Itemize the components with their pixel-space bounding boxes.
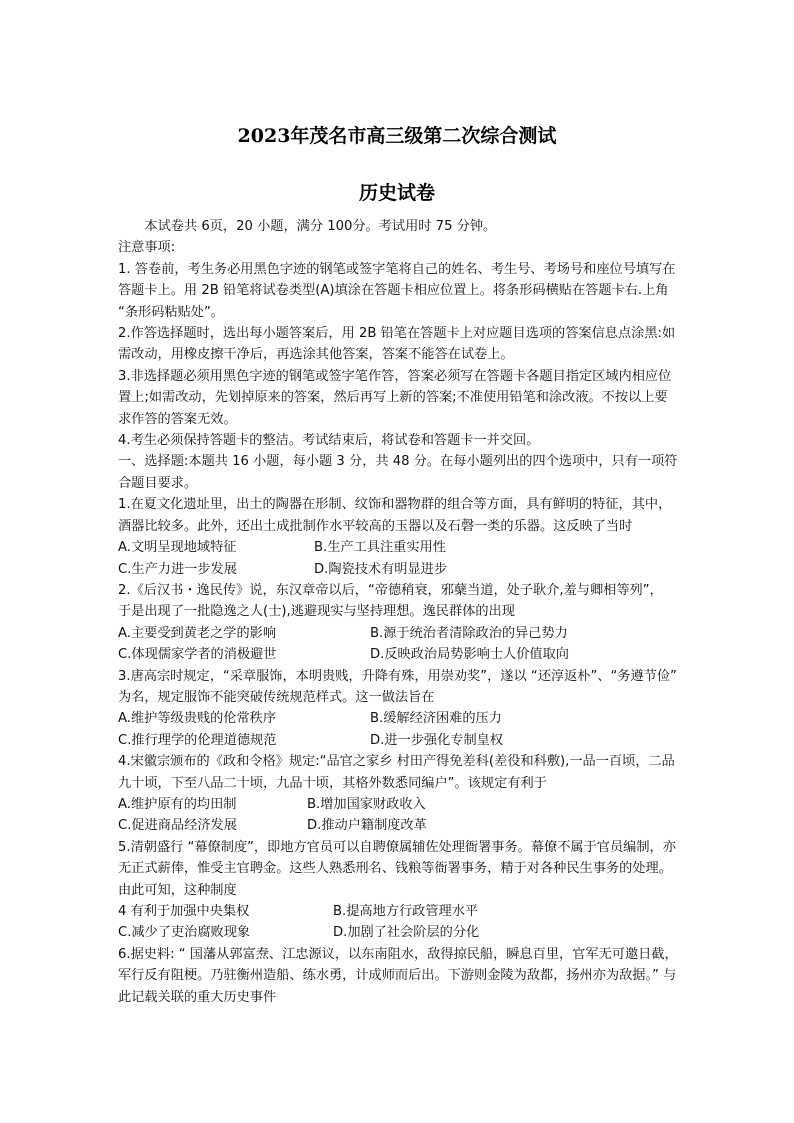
question-stem: 6.据史料: “ 国藩从郭富焘、江忠源议，以东南阻水，敌得掠民船，瞬息百里，官军无可邀日截，军行反有阻梗。乃驻衡州造船、练水勇，计成师而后出。下游则金陵为敌都，扬州亦为敌据。” 与此记载关联的重大历史事件 <box>118 946 678 1005</box>
option: D.陶瓷技术有明显进步 <box>314 561 448 577</box>
option: B.提高地方行政管理水平 <box>333 904 479 919</box>
option: 4 有利于加强中央集权 <box>118 904 250 919</box>
option-row <box>118 559 678 580</box>
option: A.维护等级贵贱的伦常秩序 <box>118 711 277 727</box>
option: B.增加国家财政收入 <box>307 796 426 812</box>
question-stem: 5.清朝盛行 “幕僚制度”，即地方官员可以自聘僚属辅佐处理衙署事务。幕僚不属于官员编制，亦无正式薪俸，惟受主官聘金。这些人熟悉刑名、钱粮等衙署事务，精于对各种民生事务的处理。由此可知，这种制度 <box>118 839 676 898</box>
option: B.生产工具注重实用性 <box>314 540 446 556</box>
option-row <box>118 537 678 558</box>
option: C.促进商品经济发展 <box>118 818 237 834</box>
option: C.减少了吏治腐败现象 <box>118 925 251 941</box>
question-stem: 3.唐高宗时规定，“采章服饰，本明贵贱，升降有殊，用崇劝奖”，遂以 “还淳返朴”、“务遵节俭” 为名，规定服饰不能突破传统规范样式。这一做法旨在 <box>118 668 677 705</box>
option: D.反映政治局势影响士人价值取向 <box>370 647 569 663</box>
option: C.生产力进一步发展 <box>118 561 237 577</box>
option-row <box>118 794 678 815</box>
exam-intro: 本试卷共 6页，20 小题，满分 100分。考试用时 75 分钟。 <box>144 219 497 234</box>
option: D.加剧了社会阶层的分化 <box>333 925 480 941</box>
option: D.推动户籍制度改革 <box>307 818 427 834</box>
option-row <box>118 644 678 665</box>
option: C.体现儒家学者的消极避世 <box>118 647 277 663</box>
question-stem-continued: 于是出现了一批隐逸之人(士),逃避现实与坚持理想。逸民群体的出现 <box>118 604 515 620</box>
option: B.源于统治者清除政治的异己势力 <box>370 625 568 641</box>
section-heading: 一、选择题:本题共 16 小题，每小题 3 分，共 48 分。在每小题列出的四个选项中，只有一项符合题目要求。 <box>118 454 678 491</box>
exam-body <box>118 216 678 1008</box>
notes-heading: 注意事项: <box>118 240 176 256</box>
option-row <box>118 623 678 644</box>
option: C.推行理学的伦理道德规范 <box>118 732 277 748</box>
question-stem: 4.宋徽宗颁布的《政和令格》规定:“品官之家乡 村田产得免差科(差役和科敷),一品一百顷，二品九十顷，下至八品二十顷，九品十顷，其格外数悉同编户”。该规定有利于 <box>118 754 675 791</box>
option-row <box>118 901 678 922</box>
option-row <box>118 922 678 943</box>
exam-subject-title: 历史试卷 <box>358 182 435 204</box>
option: D.进一步强化专制皇权 <box>370 732 504 748</box>
option: A.维护原有的均田制 <box>118 796 237 812</box>
option: A.文明呈现地域特征 <box>118 540 237 556</box>
question-stem: 2.《后汉书・逸民传》说，东汉章帝以后，“帝德稍衰，邪蘖当道，处子耿介,羞与卿相等列”， <box>118 582 663 598</box>
option-row <box>118 815 678 836</box>
note-item: 4.考生必须保持答题卡的整洁。考试结束后，将试卷和答题卡一并交回。 <box>118 433 540 449</box>
exam-title: 2023年茂名市高三级第二次综合测试 <box>237 125 557 147</box>
option: B.缓解经济困难的压力 <box>370 711 502 727</box>
option-row <box>118 730 678 751</box>
question-stem: 1.在夏文化遗址里，出土的陶器在形制、纹饰和器物群的组合等方面，具有鲜明的特征，其中，酒器比较多。此外，还出土成批制作水平较高的玉器以及石磬一类的乐器。这反映了当时 <box>118 497 672 534</box>
option: A.主要受到黄老之学的影响 <box>118 625 277 641</box>
note-item: 1. 答卷前，考生务必用黑色字迹的钢笔或签字笔将自己的姓名、考生号、考场号和座位号填写在答题卡上。用 2B 铅笔将试卷类型(A)填涂在答题卡相应位置上。将条形码横贴在答题卡右.上角 “条形码粘贴处”。 <box>118 261 676 320</box>
note-item: 3.非选择题必须用黑色字迹的钢笔或签字笔作答，答案必须写在答题卡各题目指定区域内相应位置上;如需改动，先划掉原来的答案，然后再写上新的答案;不准使用铅笔和涂改液。不按以上要求作答的答案无效。 <box>118 368 672 427</box>
note-item: 2.作答选择题时，选出每小题答案后，用 2B 铅笔在答题卡上对应题目选项的答案信息点涂黑:如需改动，用橡皮擦干净后，再选涂其他答案，答案不能答在试卷上。 <box>118 326 676 363</box>
option-row <box>118 708 678 729</box>
